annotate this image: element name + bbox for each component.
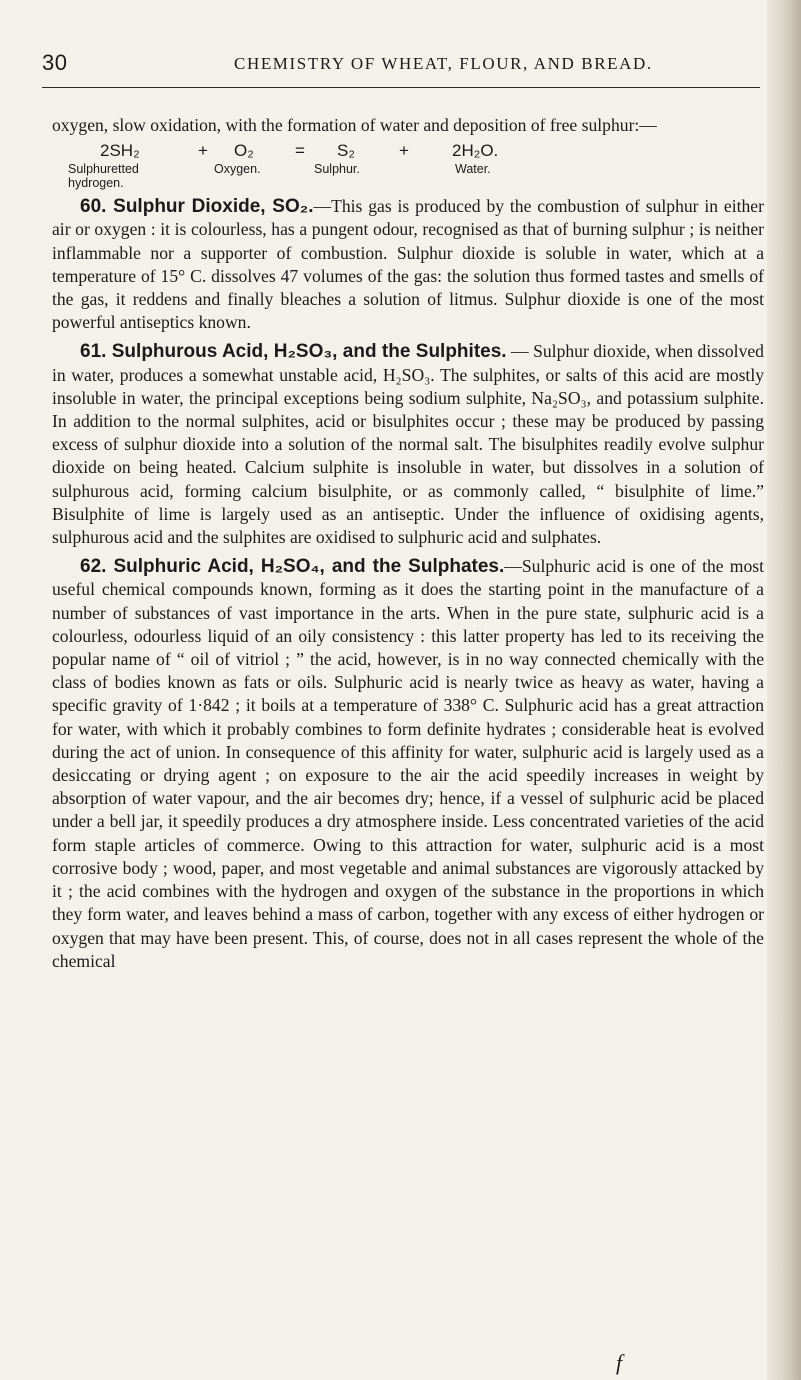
section-60-heading: 60. Sulphur Dioxide, SO₂. [80, 196, 314, 218]
equation-plus: + [399, 141, 409, 161]
section-60 [52, 195, 764, 334]
section-62-heading: 62. Sulphuric Acid, H₂SO₄, and the Sulphates. [80, 556, 505, 578]
label-sulphur: Sulphur. [314, 162, 360, 177]
equation-term-oxygen: O₂ [234, 141, 254, 161]
page-header [42, 50, 762, 84]
equation-equals: = [295, 141, 305, 161]
footer-mark: f [616, 1350, 623, 1375]
page-edge-shadow [767, 0, 801, 1380]
equation-labels [52, 162, 764, 196]
label-water: Water. [455, 162, 491, 177]
equation-term-sulphur: S₂ [337, 141, 355, 161]
label-oxygen: Oxygen. [214, 162, 261, 177]
intro-paragraph: oxygen, slow oxidation, with the formation of water and deposition of free sulphur:— [52, 115, 657, 135]
section-62-text: —Sulphuric acid is one of the most useful chemical compounds known, forming as it does the starting point in the manufacture of a number of substances of vast importance in the arts. When in the pure state, sulphuric acid is a colourless, odourless liquid of an oily consistency : this latter property has led to its receiving the popular name of “ oil of vitriol ; ” the acid, however, is in no way connected chemically with the class of bodies known as fats or oils. Sulphuric acid is nearly twice as heavy as water, having a specific gravity of 1·842 ; it boils at a temperature of 338° C. Sulphuric acid has a great attraction for water, with which it probably combines to form definite hydrates ; considerable heat is evolved during the act of union. In consequence of this affinity for water, sulphuric acid is largely used as a desiccating or drying agent ; on exposure to the air the acid speedily increases in weight by absorption of water vapour, and the air becomes dry; hence, if a vessel of sulphuric acid be placed under a bell jar, it speedily produces a dry atmosphere inside. Less concentrated varieties of the acid form staple articles of commerce. Owing to this attraction for water, sulphuric acid is a most corrosive body ; wood, paper, and most vegetable and animal substances are vigorously attacked by it ; the acid combines with the hydrogen and oxygen of the substance in the proportions in which they form water, and leaves behind a mass of carbon, together with any excess of either hydrogen or oxygen that may have been present. This, of course, does not in all cases represent the whole of the chemical [52, 556, 764, 971]
page-body [52, 114, 764, 973]
equation-term-water: 2H₂O. [452, 141, 499, 161]
section-62 [52, 555, 764, 973]
equation-plus: + [198, 141, 208, 161]
header-rule [42, 87, 760, 88]
section-61 [52, 340, 764, 549]
label-sulphuretted-hydrogen: Sulphuretted hydrogen. [68, 162, 139, 191]
page-number: 30 [42, 50, 68, 75]
running-title: CHEMISTRY OF WHEAT, FLOUR, AND BREAD. [234, 54, 653, 73]
section-60-text: —This gas is produced by the combustion of sulphur in either air or oxygen : it is colourless, has a pungent odour, recognised as that of burning sulphur ; is neither inflammable nor a supporter of combustion. Sulphur dioxide is soluble in water, which at a temperature of 15° C. dissolves 47 volumes of the gas: the solution thus formed tastes and smells of the gas, it reddens and finally bleaches a solution of litmus. Sulphur dioxide is one of the most powerful antiseptics known. [52, 196, 764, 333]
equation-line [52, 139, 764, 163]
chemical-equation [52, 137, 764, 195]
section-61-text: — Sulphur dioxide, when dissolved in water, produces a somewhat unstable acid, H₂SO₃. The sulphites, or salts of this acid are mostly insoluble in water, the principal exceptions being sodium sulphite, Na₂SO₃, and potassium sulphite. In addition to the normal sulphites, acid or bisulphites occur ; these may be produced by passing excess of sulphur dioxide into a solution of the normal salt. The bisulphites readily evolve sulphur dioxide on being heated. Calcium sulphite is insoluble in water, but dissolves in a solution of sulphurous acid, forming calcium bisulphite, or as commonly called, “ bisulphite of lime.” Bisulphite of lime is largely used as an antiseptic. Under the influence of oxidising agents, sulphurous acid and the sulphites are oxidised to sulphuric acid and sulphates. [52, 341, 764, 548]
equation-term-sulphuretted-hydrogen: 2SH₂ [100, 141, 140, 161]
section-61-heading: 61. Sulphurous Acid, H₂SO₃, and the Sulphites. [80, 341, 507, 363]
